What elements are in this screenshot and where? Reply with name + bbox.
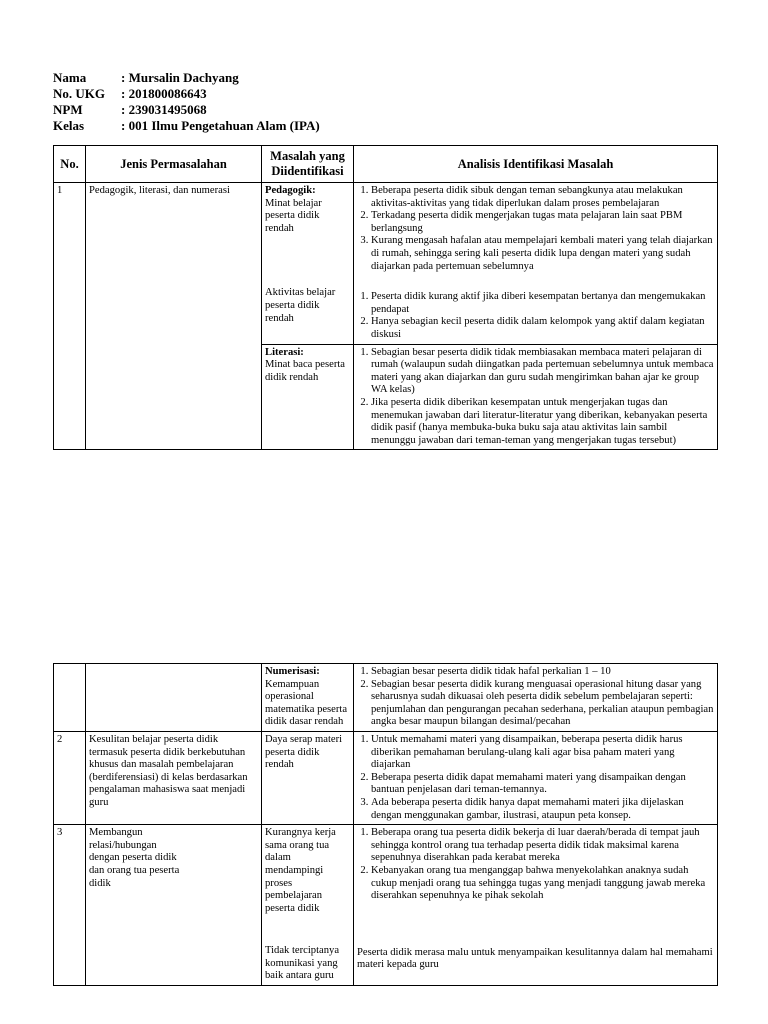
aktivitas-list	[357, 291, 714, 341]
row-jenis: Pedagogik, literasi, dan numerasi	[86, 183, 262, 450]
list-item: 3. Kurang mengasah hafalan atau mempelajari kembali materi yang telah diajarkan di rumah, sehingga sering kali peserta didik lupa dengan materi yang sudah diajarkan pada pertemuan sebelumnya	[371, 235, 714, 273]
header-jenis: Jenis Permasalahan	[86, 146, 262, 183]
list-item: 1. Beberapa orang tua peserta didik bekerja di luar daerah/berada di tempat jauh sehingga kontrol orang tua terhadap peserta didik tidak maksimal karena sepenuhnya diserahkan pada kerabat mereka	[371, 827, 714, 865]
identity-row-kelas	[53, 118, 320, 134]
pedagogik-title: Pedagogik:	[265, 185, 316, 196]
list-item: 2. Kebanyakan orang tua menganggap bahwa menyekolahkan anaknya sudah cukup menjadi orang tua sehingga tugas yang menjadi tanggung jawab mereka diserahkan sepenuhnya ke pihak sekolah	[371, 865, 714, 903]
masalah-cell-r2: Daya serap materi peserta didik rendah	[262, 731, 354, 824]
literasi-masalah: Minat baca peserta didik rendah	[265, 359, 346, 383]
masalah-cell-r3	[262, 825, 354, 986]
numerasi-title: Numerisasi:	[265, 666, 320, 677]
list-item: 1. Peserta didik kurang aktif jika diberi kesempatan bertanya dan mengemukakan pendapat	[371, 291, 714, 316]
nama-value: : Mursalin Dachyang	[121, 70, 239, 85]
ukg-label: No. UKG	[53, 86, 105, 101]
table-row	[54, 731, 718, 824]
r2-list	[357, 734, 714, 822]
row-no: 2	[54, 731, 86, 824]
npm-value: : 239031495068	[121, 102, 207, 117]
problem-table-page-2	[53, 663, 718, 986]
list-item: 2. Sebagian besar peserta didik kurang menguasai operasional hitung dasar yang seharusnya sudah dikuasai oleh peserta didik sebelum pembelajaran seperti: penjumlahan dan pengurangan pecahan sederhana, perkalian ataupun pembagian angka besar maupun bilangan desimal/pecahan	[371, 679, 714, 729]
kelas-value: : 001 Ilmu Pengetahuan Alam (IPA)	[121, 118, 320, 133]
row-no: 1	[54, 183, 86, 450]
r3-analisis-b: Peserta didik merasa malu untuk menyampaikan kesulitannya dalam hal memahami materi kepada guru	[357, 946, 713, 971]
numerasi-masalah: Kemampuan operasional matematika peserta didik dasar rendah	[265, 678, 348, 728]
masalah-cell-numerasi	[262, 664, 354, 732]
list-item: 1. Untuk memahami materi yang disampaikan, beberapa peserta didik harus diberikan pemahaman berulang-ulang kali agar bisa paham materi yang diajarkan	[371, 734, 714, 772]
r3-masalah: Kurangnya kerja sama orang tua dalam mendampingi proses pembelajaran peserta didik	[265, 827, 336, 914]
list-item: 2. Jika peserta didik diberikan kesempatan untuk mengerjakan tugas dan menemukan jawaban dari literatur-literatur yang diberikan, kebanyakan peserta didik pasif (hanya membuka-buka buku saja atau aktivitas lain sambil menunggu jawaban dari teman-teman yang mengerjakan tugas tersebut)	[371, 397, 714, 447]
ukg-value: : 201800086643	[121, 86, 207, 101]
table-row	[54, 825, 718, 986]
row-no: 3	[54, 825, 86, 986]
list-item: 1. Sebagian besar peserta didik tidak membiasakan membaca materi pelajaran di rumah (walaupun sudah diingatkan pada pertemuan sebelumnya untuk membaca materi yang akan diajarkan dan guru sudah mengirimkan bahan ajar ke group WA kelas)	[371, 347, 714, 397]
list-item: 1. Sebagian besar peserta didik tidak hafal perkalian 1 – 10	[371, 666, 714, 679]
r3-list	[357, 827, 714, 903]
npm-label: NPM	[53, 102, 83, 117]
aktivitas-masalah: Aktivitas belajar peserta didik rendah	[265, 287, 336, 324]
pedagogik-masalah: Minat belajar peserta didik rendah	[265, 197, 322, 234]
identity-row-npm	[53, 102, 320, 118]
list-item: 1. Beberapa peserta didik sibuk dengan teman sebangkunya atau melakukan aktivitas-aktivitas yang tidak diperlukan dalam proses pembelajaran	[371, 185, 714, 210]
row-jenis: Kesulitan belajar peserta didik termasuk peserta didik berkebutuhan khusus dan masalah pembelajaran (berdiferensiasi) di kelas berdasarkan pengalaman mahasiswa saat menjadi guru	[86, 731, 262, 824]
analisis-cell-literasi	[354, 344, 718, 450]
analisis-cell-r2	[354, 731, 718, 824]
row-jenis	[86, 825, 262, 986]
analisis-cell-numerasi	[354, 664, 718, 732]
r3-masalah-b: Tidak terciptanya komunikasi yang baik antara guru	[265, 945, 340, 982]
pedagogik-list	[357, 185, 714, 273]
header-masalah: Masalah yang Diidentifikasi	[262, 146, 354, 183]
header-no: No.	[54, 146, 86, 183]
row-jenis-empty	[86, 664, 262, 732]
literasi-list	[357, 347, 714, 448]
identity-block	[53, 70, 320, 134]
list-item: 2. Terkadang peserta didik mengerjakan tugas mata pelajaran lain saat PBM berlangsung	[371, 210, 714, 235]
masalah-cell-pedagogik	[262, 183, 354, 345]
table-header-row	[54, 146, 718, 183]
table-row	[54, 664, 718, 732]
list-item: 2. Hanya sebagian kecil peserta didik dalam kelompok yang aktif dalam kegiatan diskusi	[371, 316, 714, 341]
analisis-cell-pedagogik	[354, 183, 718, 345]
identity-row-nama	[53, 70, 320, 86]
header-analisis: Analisis Identifikasi Masalah	[354, 146, 718, 183]
masalah-cell-literasi	[262, 344, 354, 450]
row-no-empty	[54, 664, 86, 732]
nama-label: Nama	[53, 70, 87, 85]
identity-row-ukg	[53, 86, 320, 102]
table-row	[54, 183, 718, 345]
r3-jenis-text: Membangun relasi/hubungan dengan peserta didik dan orang tua peserta didik	[89, 827, 180, 889]
numerasi-list	[357, 666, 714, 729]
problem-table-page-1	[53, 145, 718, 450]
literasi-title: Literasi:	[265, 346, 304, 358]
list-item: 2. Beberapa peserta didik dapat memahami materi yang disampaikan dengan bantuan penjelasan dari teman-temannya.	[371, 772, 714, 797]
list-item: 3. Ada beberapa peserta didik hanya dapat memahami materi jika dijelaskan dengan menggunakan gambar, ilustrasi, ataupun peta konsep.	[371, 797, 714, 822]
analisis-cell-r3	[354, 825, 718, 986]
kelas-label: Kelas	[53, 118, 85, 133]
